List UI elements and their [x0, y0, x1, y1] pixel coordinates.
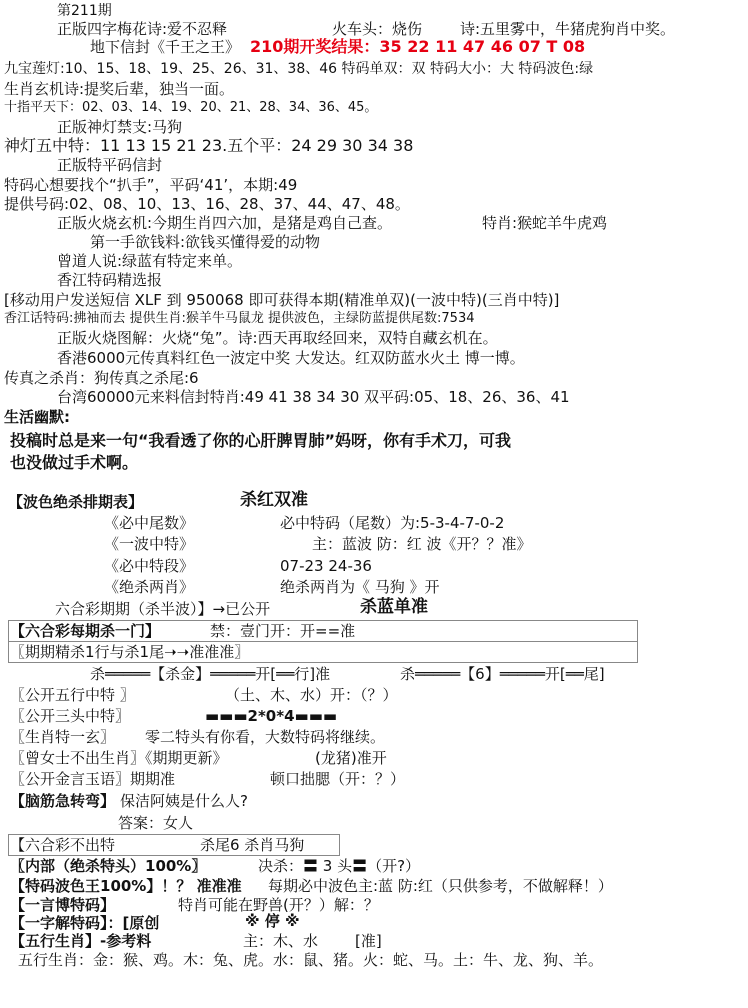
five-zodiac-list: 五行生肖：金：猴、鸡。木：兔、虎。水：鼠、猪。火：蛇、马。土：牛、龙、狗、羊。	[18, 951, 604, 969]
kill-red-double: 杀红双准	[240, 490, 308, 510]
one-char-label: 【一字解特码】：[原创	[10, 914, 160, 932]
poem-line: 诗:五里雾中，牛猪虎狗肖中奖。	[460, 20, 676, 38]
five-elements-value: （土、木、水）开：（？）	[225, 686, 398, 704]
must-tail-value: 必中特码（尾数）为:5-3-4-7-0-2	[280, 514, 505, 532]
kill-door-label: 【六合彩每期杀一门】	[10, 622, 161, 640]
kill-blue-single: 杀蓝单准	[360, 597, 428, 617]
first-hand-line: 第一手欲钱料:欲钱买懂得爱的动物	[90, 233, 321, 251]
golden-words-label: 〖公开金言玉语〗期期准	[10, 770, 176, 788]
five-elements-label: 〖公开五行中特 〗	[10, 686, 135, 704]
lamp-ban: 正版神灯禁支:马狗	[57, 118, 183, 136]
xiangjiang-report: 香江特码精选报	[57, 271, 163, 289]
envelope-title: 正版特平码信封	[57, 156, 163, 174]
draw-result: 210期开奖结果：35 22 11 47 46 07 T 08	[250, 37, 586, 56]
brain-teaser-label: 【脑筋急转弯】	[10, 792, 116, 810]
not-out-label: 【六合彩不出特	[10, 836, 116, 854]
brain-teaser-answer: 答案：女人	[118, 814, 194, 832]
one-char-value: ※ 停 ※	[245, 912, 300, 930]
joke-line-1: 投稿时总是来一句“我看透了你的心肝脾胃肺”妈呀，你有手术刀，可我	[10, 431, 512, 450]
wave-kill-title: 【波色绝杀排期表】	[8, 493, 144, 511]
five-zodiac-accurate: [准]	[355, 932, 382, 950]
kill-element-line: 〖期期精杀1行与杀1尾➝➝准准准〗	[10, 643, 250, 661]
one-word-label: 【一言博特码】	[10, 896, 116, 914]
three-head-label: 〖公开三头中特〗	[10, 707, 131, 725]
not-out-value: 杀尾6 杀肖马狗	[200, 836, 305, 854]
wave-king-label: 【特码波色王100%】！？ 准准准	[10, 877, 242, 895]
one-wave-value: 主：蓝波 防：红 波《开？？准》	[312, 535, 532, 553]
taiwan-envelope: 台湾60000元来料信封特肖:49 41 38 34 30 双平码:05、18、26、36、41	[57, 388, 570, 406]
inner-kill-label: 〖内部（绝杀特头）100%〗	[10, 857, 207, 875]
joke-line-2: 也没做过手术啊。	[10, 453, 139, 472]
zodiac-poem: 生肖玄机诗:提奖后辈，独当一面。	[4, 80, 235, 98]
kill-two-value: 绝杀两肖为《 马狗 》开	[280, 578, 440, 596]
must-tail-label: 《必中尾数》	[104, 514, 195, 532]
lamp-five: 神灯五中特：11 13 15 21 23.五个平：24 29 30 34 38	[4, 136, 414, 155]
golden-words-value: 顿口拙腮（开：？）	[270, 770, 406, 788]
five-zodiac-main: 主：木、水	[243, 932, 319, 950]
ms-zeng-value: (龙猪)准开	[315, 749, 387, 767]
one-wave-label: 《一波中特》	[104, 535, 195, 553]
fax-kill: 传真之杀肖：狗传真之杀尾:6	[4, 369, 199, 387]
sms-promo: [移动用户发送短信 XLF 到 950068 即可获得本期(精准单双)(一波中特)(三肖中特)]	[4, 291, 560, 309]
fire-diagram: 正版火烧图解：火烧“兔”。诗:西天再取经回来，双特自藏玄机在。	[57, 329, 498, 347]
zeng-daoren: 曾道人说:绿蓝有特定来单。	[57, 252, 243, 270]
issue-number: 第211期	[57, 3, 112, 19]
plum-poem: 正版四字梅花诗:爱不忍释	[57, 20, 228, 38]
must-segment-value: 07-23 24-36	[280, 557, 372, 575]
must-segment-label: 《必中特段》	[104, 557, 195, 575]
three-head-value: ▬▬▬2*0*4▬▬▬	[205, 707, 338, 725]
xiangjiang-talk: 香江话特码:拂袖而去 提供生肖:猴羊牛马鼠龙 提供波色，主绿防蓝提供尾数:7534	[4, 311, 475, 326]
zodiac-mystery-label: 〖生肖特一玄〗	[10, 728, 116, 746]
wave-king-value: 每期必中波色主:蓝 防:红（只供参考，不做解释！）	[268, 877, 613, 895]
brain-teaser-question: 保洁阿姨是什么人?	[120, 792, 248, 810]
lotus-lamp: 九宝莲灯:10、15、18、19、25、26、31、38、46 特码单双：双 特码大小：大 特码波色:绿	[4, 61, 594, 77]
fire-mystery: 正版火烧玄机:今期生肖四六加，是猪是鸡自己查。	[57, 214, 393, 232]
ten-fingers: 十指平天下：02、03、14、19、20、21、28、34、36、45。	[4, 100, 378, 115]
zodiac-mystery-value: 零二特头有你看，大数特码将继续。	[145, 728, 386, 746]
provided-numbers: 提供号码:02、08、10、13、16、28、37、44、47、48。	[4, 195, 410, 213]
train-head: 火车头：烧伤	[332, 20, 423, 38]
kill-gold-line: 杀═════【杀金】═════开[══行]准	[90, 665, 331, 683]
inner-kill-value: 决杀：〓 3 头〓（开?）	[258, 857, 421, 875]
one-word-value: 特肖可能在野兽(开？）解：？	[178, 896, 379, 914]
underground-envelope: 地下信封《千王之王》	[90, 38, 241, 56]
kill-tail-line: 杀═════【6】═════开[══尾]	[400, 665, 605, 683]
hongkong-fax: 香港6000元传真料红色一波定中奖 大发达。红双防蓝水火土 博一博。	[57, 349, 525, 367]
kill-door-value: 禁：壹门开：开==准	[210, 622, 356, 640]
special-zodiac: 特肖:猴蛇羊牛虎鸡	[482, 214, 608, 232]
humor-label: 生活幽默:	[4, 408, 70, 426]
special-code-line: 特码心想要找个“扒手”，平码‘41’，本期:49	[4, 176, 298, 194]
half-wave-line: 六合彩期期（杀半波）】→已公开	[55, 600, 271, 618]
kill-two-label: 《绝杀两肖》	[104, 578, 195, 596]
ms-zeng-label: 〖曾女士不出生肖〗《期期更新》	[10, 749, 228, 767]
five-zodiac-label: 【五行生肖】-参考料	[10, 932, 152, 950]
